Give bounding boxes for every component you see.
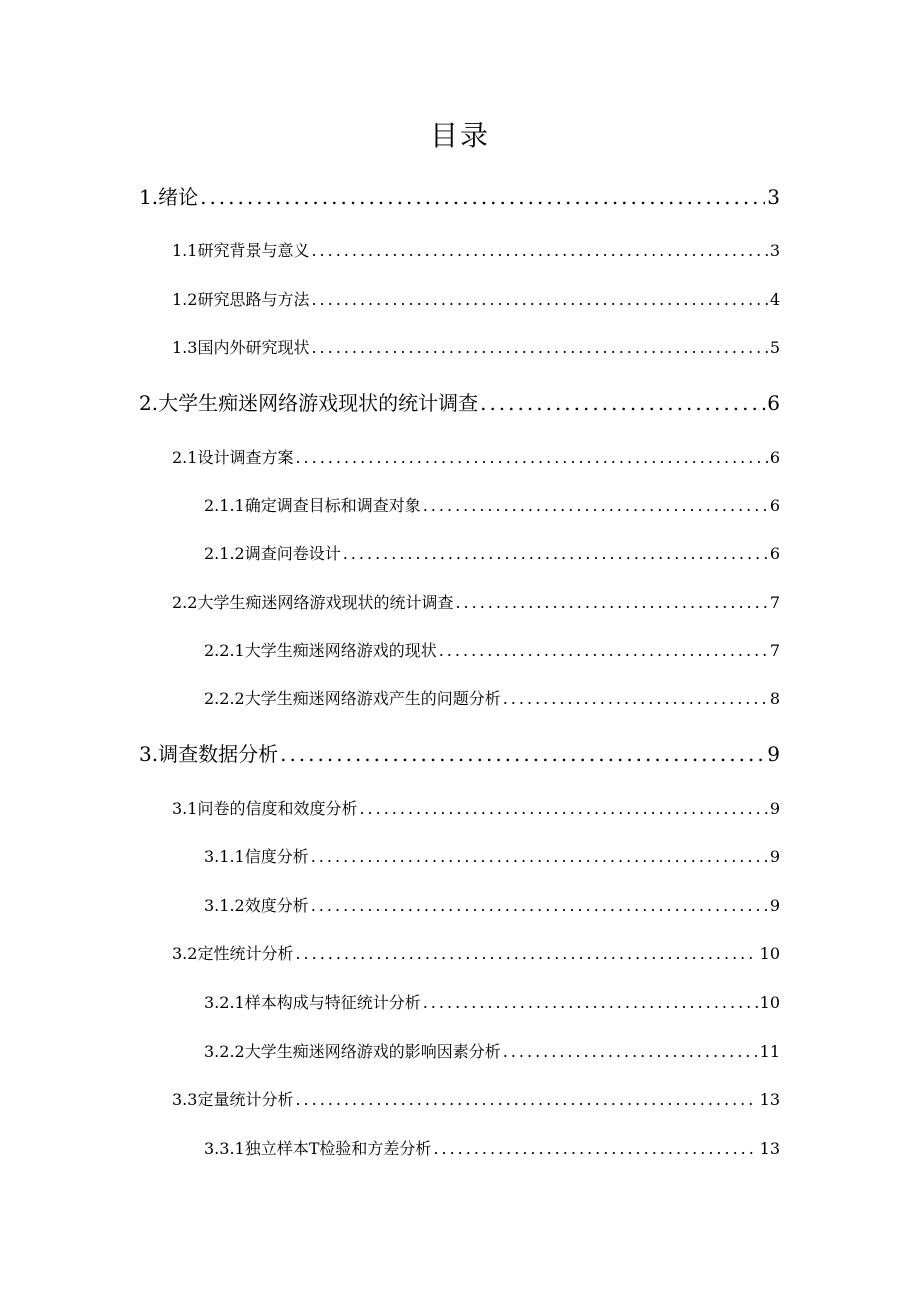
toc-entry[interactable] <box>172 287 780 313</box>
toc-leader <box>453 590 767 616</box>
toc-entry[interactable] <box>204 1039 780 1065</box>
toc-entry-page: 6 <box>769 448 780 467</box>
toc-entry[interactable] <box>172 590 780 616</box>
toc-leader <box>421 990 758 1016</box>
toc-leader <box>293 941 757 967</box>
toc-entry-label: 3.1问卷的信度和效度分析 <box>172 799 358 818</box>
toc-entry[interactable] <box>139 182 780 212</box>
toc-entry[interactable] <box>172 445 780 471</box>
toc-entry-page: 9 <box>769 896 780 915</box>
toc-entry-page: 8 <box>769 689 780 708</box>
toc-entry[interactable] <box>204 493 780 519</box>
toc-entry[interactable] <box>204 638 780 664</box>
toc-entry-label: 1.1研究背景与意义 <box>172 241 310 260</box>
toc-entry-label: 2.1.2调查问卷设计 <box>204 544 341 563</box>
toc-entry-label: 3.2.2大学生痴迷网络游戏的影响因素分析 <box>204 1042 501 1061</box>
toc-leader <box>501 1039 758 1065</box>
toc-leader <box>421 493 768 519</box>
toc-entry-label: 3.3.1独立样本T检验和方差分析 <box>204 1139 432 1158</box>
toc-entry-page: 9 <box>767 742 780 766</box>
toc-leader <box>309 893 768 919</box>
toc-entry-label: 2.1设计调查方案 <box>172 448 294 467</box>
toc-leader <box>309 238 767 264</box>
toc-entry[interactable] <box>172 335 780 361</box>
toc-entry[interactable] <box>204 893 780 919</box>
toc-entry-page: 5 <box>769 338 780 357</box>
toc-entry-page: 10 <box>759 993 780 1012</box>
toc-entry-page: 6 <box>769 544 780 563</box>
toc-entry[interactable] <box>139 388 780 418</box>
toc-entry[interactable] <box>204 990 780 1016</box>
toc-entry-label: 3.1.2效度分析 <box>204 896 309 915</box>
toc-entry-page: 13 <box>759 1090 780 1109</box>
toc-entry-label: 2.2.1大学生痴迷网络游戏的现状 <box>204 641 437 660</box>
toc-entry[interactable] <box>204 541 780 567</box>
toc-entry[interactable] <box>204 1136 780 1162</box>
toc-leader <box>278 739 765 769</box>
toc-entry-page: 3 <box>769 241 780 260</box>
toc-entry-label: 2.大学生痴迷网络游戏现状的统计调查 <box>139 391 479 415</box>
toc-entry[interactable] <box>204 844 780 870</box>
toc-entry-page: 13 <box>759 1139 780 1158</box>
toc-entry[interactable] <box>204 686 780 712</box>
toc-entry-label: 3.2.1样本构成与特征统计分析 <box>204 993 421 1012</box>
toc-entry[interactable] <box>172 238 780 264</box>
toc-entry[interactable] <box>172 1087 780 1113</box>
toc-entry-page: 4 <box>769 290 780 309</box>
toc-leader <box>293 1087 757 1113</box>
toc-entry[interactable] <box>172 796 780 822</box>
toc-leader <box>309 335 767 361</box>
toc-entry-label: 1.3国内外研究现状 <box>172 338 310 357</box>
toc-entry[interactable] <box>172 941 780 967</box>
toc-leader <box>309 844 768 870</box>
toc-leader <box>357 796 767 822</box>
toc-entry-page: 11 <box>759 1042 780 1061</box>
toc-entry-label: 3.调查数据分析 <box>139 742 279 766</box>
toc-entry-label: 3.2定性统计分析 <box>172 944 294 963</box>
toc-entry-page: 6 <box>769 496 780 515</box>
toc-title: 目录 <box>429 119 490 152</box>
toc-entry-label: 3.1.1信度分析 <box>204 847 309 866</box>
toc-entry-label: 2.2大学生痴迷网络游戏现状的统计调查 <box>172 593 454 612</box>
toc-entry-page: 7 <box>769 593 780 612</box>
toc-entry-page: 6 <box>767 391 780 415</box>
toc-leader <box>293 445 767 471</box>
toc-entry-label: 2.2.2大学生痴迷网络游戏产生的问题分析 <box>204 689 501 708</box>
toc-entry-label: 1.2研究思路与方法 <box>172 290 310 309</box>
toc-entry-page: 7 <box>769 641 780 660</box>
toc-entry-label: 3.3定量统计分析 <box>172 1090 294 1109</box>
toc-entry-page: 3 <box>767 185 780 209</box>
toc-leader <box>198 182 765 212</box>
toc-leader <box>309 287 767 313</box>
toc-entry-page: 9 <box>769 799 780 818</box>
toc-leader <box>431 1136 757 1162</box>
toc-entry-page: 9 <box>769 847 780 866</box>
toc-leader <box>478 388 765 418</box>
toc-entry-page: 10 <box>759 944 780 963</box>
toc-entry-label: 1.绪论 <box>139 185 199 209</box>
toc-entry-label: 2.1.1确定调查目标和调查对象 <box>204 496 421 515</box>
toc-leader <box>341 541 768 567</box>
toc-leader <box>501 686 768 712</box>
toc-entry[interactable] <box>139 739 780 769</box>
toc-leader <box>437 638 768 664</box>
